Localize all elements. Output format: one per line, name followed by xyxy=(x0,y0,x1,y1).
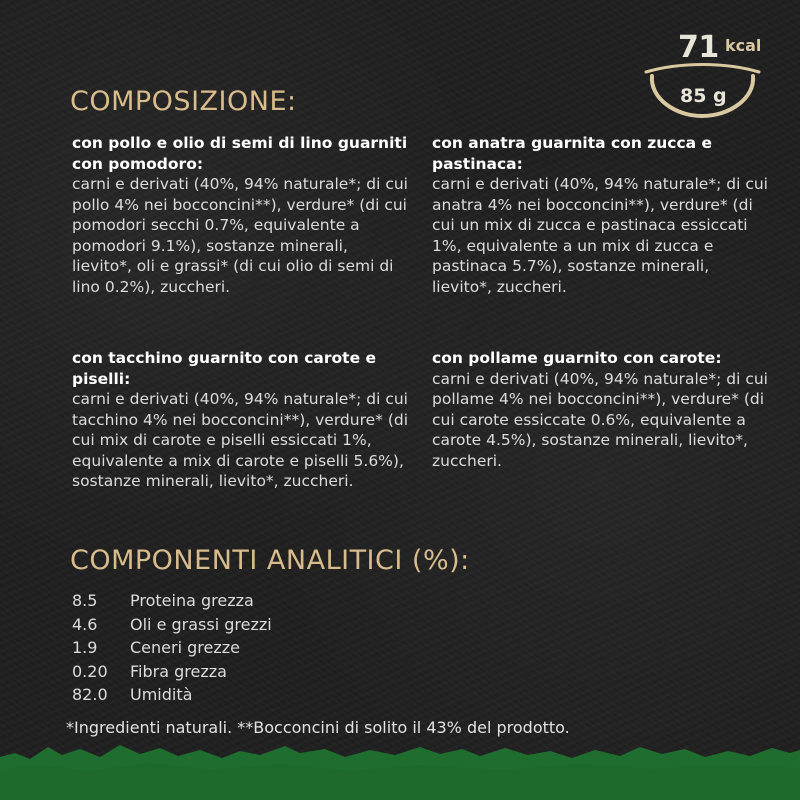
analytic-value: 1.9 xyxy=(72,638,98,657)
analytic-value: 82.0 xyxy=(72,685,108,704)
recipe-title: con pollame guarnito con carote: xyxy=(432,349,722,367)
recipe-title: con pollo e olio di semi di lino guarniti con pomodoro: xyxy=(72,134,408,173)
analytic-label: Oli e grassi grezzi xyxy=(130,614,272,634)
recipe-title: con anatra guarnita con zucca e pastinaca: xyxy=(432,134,713,173)
composition-heading: COMPOSIZIONE: xyxy=(70,86,297,117)
footnote: *Ingredienti naturali. **Bocconcini di solito il 43% del prodotto. xyxy=(66,718,570,737)
analytic-value: 8.5 xyxy=(72,591,98,610)
analytic-label: Proteina grezza xyxy=(130,591,254,610)
serving-grams: 85 g xyxy=(680,85,727,107)
analytic-value: 4.6 xyxy=(72,614,98,634)
analytic-row xyxy=(72,636,272,660)
recipe-ingredients: carni e derivati (40%, 94% naturale*; di cui pollo 4% nei bocconcini**), verdure* (di cui pomodori secchi 0.7%, equivalente a pomodori 9.1%), sostanze minerali, lievito*, oli e grassi* (di cui olio di semi di lino 0.2%), zuccheri. xyxy=(72,175,408,296)
analytic-row xyxy=(72,613,272,637)
calorie-badge xyxy=(640,30,765,120)
kcal-unit: kcal xyxy=(725,36,762,55)
recipe-ingredients: carni e derivati (40%, 94% naturale*; di cui pollame 4% nei bocconcini**), verdure* (di cui carote essiccate 0.6%, equivalente a carote 4.5%), sostanze minerali, lievito*, zuccheri. xyxy=(432,369,768,470)
analytics-list xyxy=(72,589,272,707)
analytics-heading: COMPONENTI ANALITICI (%): xyxy=(70,545,470,576)
recipe-title: con tacchino guarnito con carote e piselli: xyxy=(72,349,377,388)
analytic-label: Fibra grezza xyxy=(130,661,227,681)
analytic-label: Umidità xyxy=(130,685,193,704)
green-brush-band xyxy=(0,735,800,800)
analytic-row xyxy=(72,589,272,613)
analytic-row xyxy=(72,683,272,707)
analytic-label: Ceneri grezze xyxy=(130,638,240,657)
recipe-block xyxy=(72,133,412,297)
recipe-block xyxy=(432,133,772,297)
kcal-value: 71 xyxy=(678,30,719,65)
recipe-block xyxy=(72,348,412,492)
analytic-value: 0.20 xyxy=(72,661,108,681)
recipe-ingredients: carni e derivati (40%, 94% naturale*; di cui anatra 4% nei bocconcini**), verdure* (di cui un mix di zucca e pastinaca essiccati 1%, equivalente a un mix di zucca e pastinaca 5.7%), sostanze minerali, lievito*, zuccheri. xyxy=(432,175,768,296)
analytic-row xyxy=(72,660,272,684)
recipe-ingredients: carni e derivati (40%, 94% naturale*; di cui tacchino 4% nei bocconcini**), verdure* (di cui mix di carote e piselli essiccati 1%, equivalente a mix di carote e piselli 5.6%), sostanze minerali, lievito*, zuccheri. xyxy=(72,390,409,490)
recipe-block xyxy=(432,348,772,471)
